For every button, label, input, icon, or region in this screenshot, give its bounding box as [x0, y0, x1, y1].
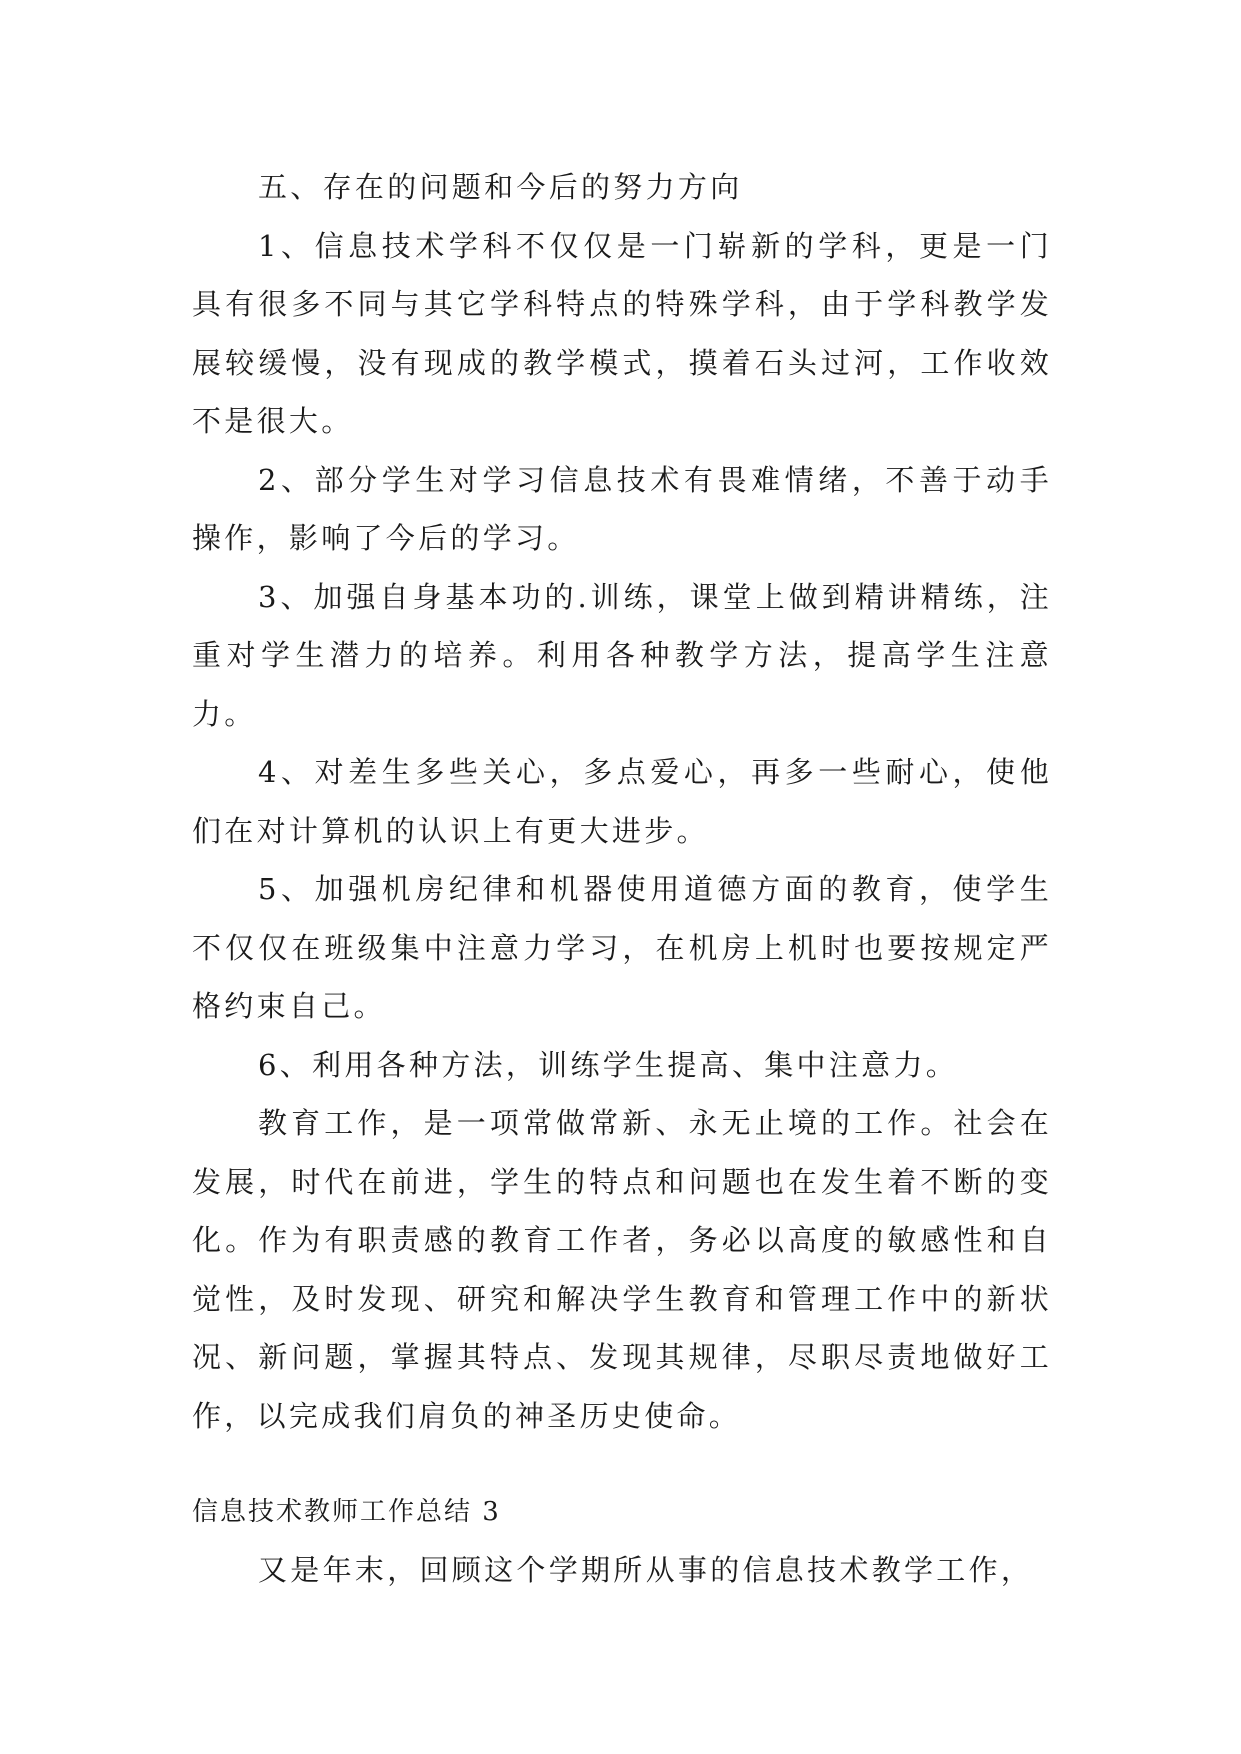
next-section-intro: 又是年末，回顾这个学期所从事的信息技术教学工作，	[258, 1553, 1034, 1587]
document-page	[192, 158, 1052, 1600]
list-item: 2、部分学生对学习信息技术有畏难情绪，不善于动手操作，影响了今后的学习。	[192, 462, 1052, 555]
section-heading: 五、存在的问题和今后的努力方向	[258, 170, 743, 204]
list-item: 6、利用各种方法，训练学生提高、集中注意力。	[258, 1047, 959, 1082]
conclusion-paragraph: 教育工作，是一项常做常新、永无止境的工作。社会在发展，时代在前进，学生的特点和问题也在发生着不断的变化。作为有职责感的教育工作者，务必以高度的敏感性和自觉性，及时发现、研究和解决学生教育和管理工作中的新状况、新问题，掌握其特点、发现其规律，尽职尽责地做好工作，以完成我们肩负的神圣历史使命。	[192, 1106, 1052, 1433]
list-item: 4、对差生多些关心，多点爱心，再多一些耐心，使他们在对计算机的认识上有更大进步。	[192, 755, 1052, 848]
list-item: 5、加强机房纪律和机器使用道德方面的教育，使学生不仅仅在班级集中注意力学习，在机房上机时也要按规定严格约束自己。	[192, 872, 1052, 1023]
list-item: 3、加强自身基本功的.训练，课堂上做到精讲精练，注重对学生潜力的培养。利用各种教学方法，提高学生注意力。	[192, 579, 1052, 731]
next-section-title: 信息技术教师工作总结 3	[192, 1497, 501, 1527]
list-item: 1、信息技术学科不仅仅是一门崭新的学科，更是一门具有很多不同与其它学科特点的特殊学科，由于学科教学发展较缓慢，没有现成的教学模式，摸着石头过河，工作收效不是很大。	[192, 228, 1052, 438]
